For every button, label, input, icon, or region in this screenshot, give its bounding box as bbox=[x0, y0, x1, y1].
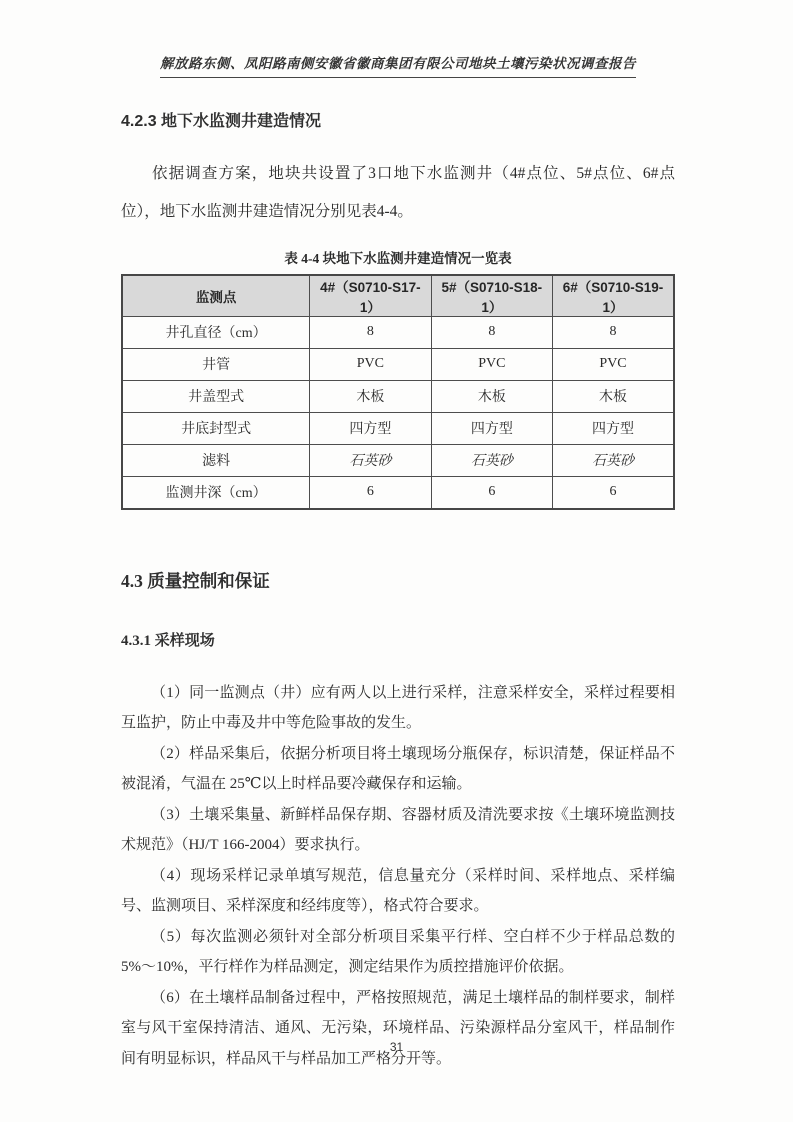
sampling-site-paragraphs bbox=[121, 678, 675, 1075]
paragraph-item-6: （6）在土壤样品制备过程中，严格按照规范，满足土壤样品的制样要求，制样室与风干室保持清洁、通风、无污染，环境样品、污染源样品分室风干，样品制作间有明显标识，样品风干与样品加工严格分开等。 bbox=[121, 989, 675, 1067]
table-row-filter-material bbox=[122, 444, 674, 476]
cell-value: 8 bbox=[553, 316, 674, 348]
column-header-well-4: 4#（S0710-S17-1） bbox=[310, 275, 431, 317]
cell-value: 石英砂 bbox=[553, 444, 674, 476]
column-header-well-6: 6#（S0710-S19-1） bbox=[553, 275, 674, 317]
cell-value: 石英砂 bbox=[310, 444, 431, 476]
cell-value: 6 bbox=[553, 476, 674, 509]
section-heading-4-2-3: 4.2.3 地下水监测井建造情况 bbox=[121, 113, 322, 130]
table-row-well-depth bbox=[122, 476, 674, 509]
section-heading-4-3-1: 4.3.1 采样现场 bbox=[121, 632, 215, 649]
monitoring-well-table bbox=[121, 274, 675, 510]
cell-value: 8 bbox=[310, 316, 431, 348]
report-title: 解放路东侧、凤阳路南侧安徽省徽商集团有限公司地块土壤污染状况调查报告 bbox=[160, 52, 636, 78]
table-caption: 表 4-4 块地下水监测井建造情况一览表 bbox=[284, 250, 512, 266]
row-label: 监测井深（cm） bbox=[122, 476, 310, 509]
cell-value: 8 bbox=[431, 316, 552, 348]
table-row-bottom-seal bbox=[122, 412, 674, 444]
row-label: 井盖型式 bbox=[122, 380, 310, 412]
cell-value: 6 bbox=[310, 476, 431, 509]
cell-value: 6 bbox=[431, 476, 552, 509]
cell-value: 木板 bbox=[310, 380, 431, 412]
cell-value: 四方型 bbox=[431, 412, 552, 444]
row-label: 滤料 bbox=[122, 444, 310, 476]
section-heading-4-3: 4.3 质量控制和保证 bbox=[121, 570, 270, 591]
paragraph-item-3: （3）土壤采集量、新鲜样品保存期、容器材质及清洗要求按《土壤环境监测技术规范》（HJ/T 166-2004）要求执行。 bbox=[121, 806, 675, 853]
cell-value: 四方型 bbox=[553, 412, 674, 444]
cell-value: 木板 bbox=[431, 380, 552, 412]
paragraph-item-5: （5）每次监测必须针对全部分析项目采集平行样、空白样不少于样品总数的 5%～10%，平行样作为样品测定，测定结果作为质控措施评价依据。 bbox=[121, 928, 675, 975]
cell-value: 四方型 bbox=[310, 412, 431, 444]
paragraph-item-4: （4）现场采样记录单填写规范，信息量充分（采样时间、采样地点、采样编号、监测项目、采样深度和经纬度等），格式符合要求。 bbox=[121, 867, 675, 914]
table-row-bore-diameter bbox=[122, 316, 674, 348]
table-row-well-pipe bbox=[122, 348, 674, 380]
intro-paragraph: 依据调查方案，地块共设置了3口地下水监测井（4#点位、5#点位、6#点位），地下水监测井建造情况分别见表4-4。 bbox=[121, 165, 675, 220]
paragraph-item-1: （1）同一监测点（井）应有两人以上进行采样，注意采样安全，采样过程要相互监护，防止中毒及井中等危险事故的发生。 bbox=[121, 684, 675, 731]
row-label: 井管 bbox=[122, 348, 310, 380]
paragraph-item-2: （2）样品采集后，依据分析项目将土壤现场分瓶保存，标识清楚，保证样品不被混淆，气温在 25℃以上时样品要冷藏保存和运输。 bbox=[121, 745, 675, 792]
column-header-monitoring-point: 监测点 bbox=[122, 275, 310, 317]
cell-value: PVC bbox=[310, 348, 431, 380]
running-header bbox=[121, 52, 675, 78]
row-label: 井底封型式 bbox=[122, 412, 310, 444]
cell-value: PVC bbox=[553, 348, 674, 380]
column-header-well-5: 5#（S0710-S18-1） bbox=[431, 275, 552, 317]
page-number: 31 bbox=[389, 1040, 404, 1054]
table-header-row bbox=[122, 275, 674, 317]
row-label: 井孔直径（cm） bbox=[122, 316, 310, 348]
table-row-well-cover bbox=[122, 380, 674, 412]
cell-value: 木板 bbox=[553, 380, 674, 412]
cell-value: 石英砂 bbox=[431, 444, 552, 476]
cell-value: PVC bbox=[431, 348, 552, 380]
